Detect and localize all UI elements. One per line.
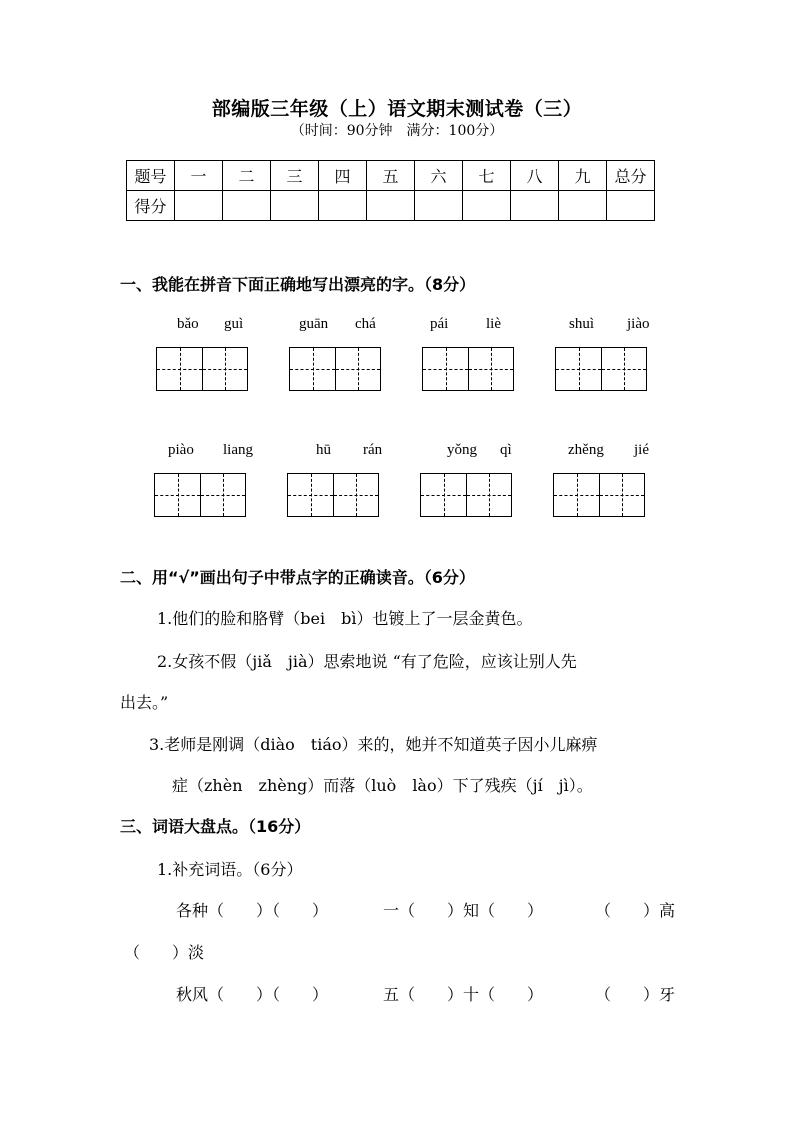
table-cell: 题号: [127, 161, 175, 191]
pinyin-label: qì: [500, 442, 512, 458]
fill-blank-item[interactable]: （ ）牙: [595, 985, 676, 1004]
question-text: 出去。”: [120, 693, 169, 712]
table-cell: 七: [463, 161, 511, 191]
section-1-heading: 一、我能在拼音下面正确地写出漂亮的字。（8分）: [120, 275, 476, 294]
writing-grid[interactable]: [422, 347, 514, 391]
fill-blank-item[interactable]: （ ）高: [595, 901, 676, 920]
pinyin-label: hū: [316, 442, 331, 458]
fill-blank-item[interactable]: 一（ ）知（ ）: [383, 901, 544, 920]
fill-blank-item[interactable]: 秋风（ ）（ ）: [176, 985, 329, 1004]
pinyin-label: liè: [486, 316, 501, 332]
pinyin-label: zhěng: [568, 442, 604, 458]
score-input-cell[interactable]: [223, 191, 271, 221]
pinyin-label: guì: [224, 316, 244, 332]
writing-grid[interactable]: [289, 347, 381, 391]
fill-blank-item[interactable]: 五（ ）十（ ）: [383, 985, 544, 1004]
writing-grid[interactable]: [420, 473, 512, 517]
score-input-cell[interactable]: [559, 191, 607, 221]
score-table-header-row: [127, 161, 655, 191]
table-cell: 八: [511, 161, 559, 191]
score-input-cell[interactable]: [511, 191, 559, 221]
table-cell: 三: [271, 161, 319, 191]
score-input-cell[interactable]: [319, 191, 367, 221]
pinyin-label: chá: [355, 316, 376, 332]
writing-grid[interactable]: [154, 473, 246, 517]
pinyin-label: jié: [634, 442, 649, 458]
writing-grid[interactable]: [553, 473, 645, 517]
writing-grid[interactable]: [287, 473, 379, 517]
writing-grid[interactable]: [555, 347, 647, 391]
score-input-cell[interactable]: [463, 191, 511, 221]
table-cell: 六: [415, 161, 463, 191]
table-cell: 五: [367, 161, 415, 191]
exam-info: （时间：90分钟 满分：100分）: [290, 123, 504, 139]
question-text: 症（zhèn zhèng）而落（luò lào）下了残疾（jí jì）。: [172, 776, 593, 795]
subquestion-title: 1.补充词语。（6分）: [157, 860, 303, 879]
pinyin-label: liang: [223, 442, 253, 458]
pinyin-label: guān: [299, 316, 329, 332]
fill-blank-item[interactable]: （ ）淡: [124, 943, 205, 962]
score-input-cell[interactable]: [271, 191, 319, 221]
table-cell: 一: [175, 161, 223, 191]
score-table-score-row: [127, 191, 655, 221]
pinyin-label: pái: [430, 316, 449, 332]
fill-blank-item[interactable]: 各种（ ）（ ）: [176, 901, 329, 920]
page-title: 部编版三年级（上）语文期末测试卷（三）: [211, 98, 583, 120]
pinyin-label: piào: [168, 442, 194, 458]
pinyin-label: shuì: [569, 316, 595, 332]
score-input-cell[interactable]: [607, 191, 655, 221]
pinyin-label: yǒng: [447, 442, 477, 458]
score-input-cell[interactable]: [367, 191, 415, 221]
table-cell: 九: [559, 161, 607, 191]
score-input-cell[interactable]: [415, 191, 463, 221]
table-cell: 四: [319, 161, 367, 191]
table-cell: 二: [223, 161, 271, 191]
question-text: 2.女孩不假（jiǎ jià）思索地说 “有了危险，应该让别人先: [157, 652, 577, 671]
score-input-cell[interactable]: [175, 191, 223, 221]
question-text: 1.他们的脸和胳臂（bei bì）也镀上了一层金黄色。: [157, 609, 533, 628]
question-text: 3.老师是刚调（diào tiáo）来的，她并不知道英子因小儿麻痹: [149, 735, 598, 754]
table-cell: 总分: [607, 161, 655, 191]
pinyin-label: jiào: [627, 316, 650, 332]
section-2-heading: 二、用“√”画出句子中带点字的正确读音。（6分）: [120, 568, 475, 587]
pinyin-label: bǎo: [177, 316, 199, 332]
pinyin-label: rán: [363, 442, 383, 458]
writing-grid[interactable]: [156, 347, 248, 391]
score-table: [126, 160, 655, 221]
table-cell: 得分: [127, 191, 175, 221]
section-3-heading: 三、词语大盘点。（16分）: [120, 817, 311, 836]
